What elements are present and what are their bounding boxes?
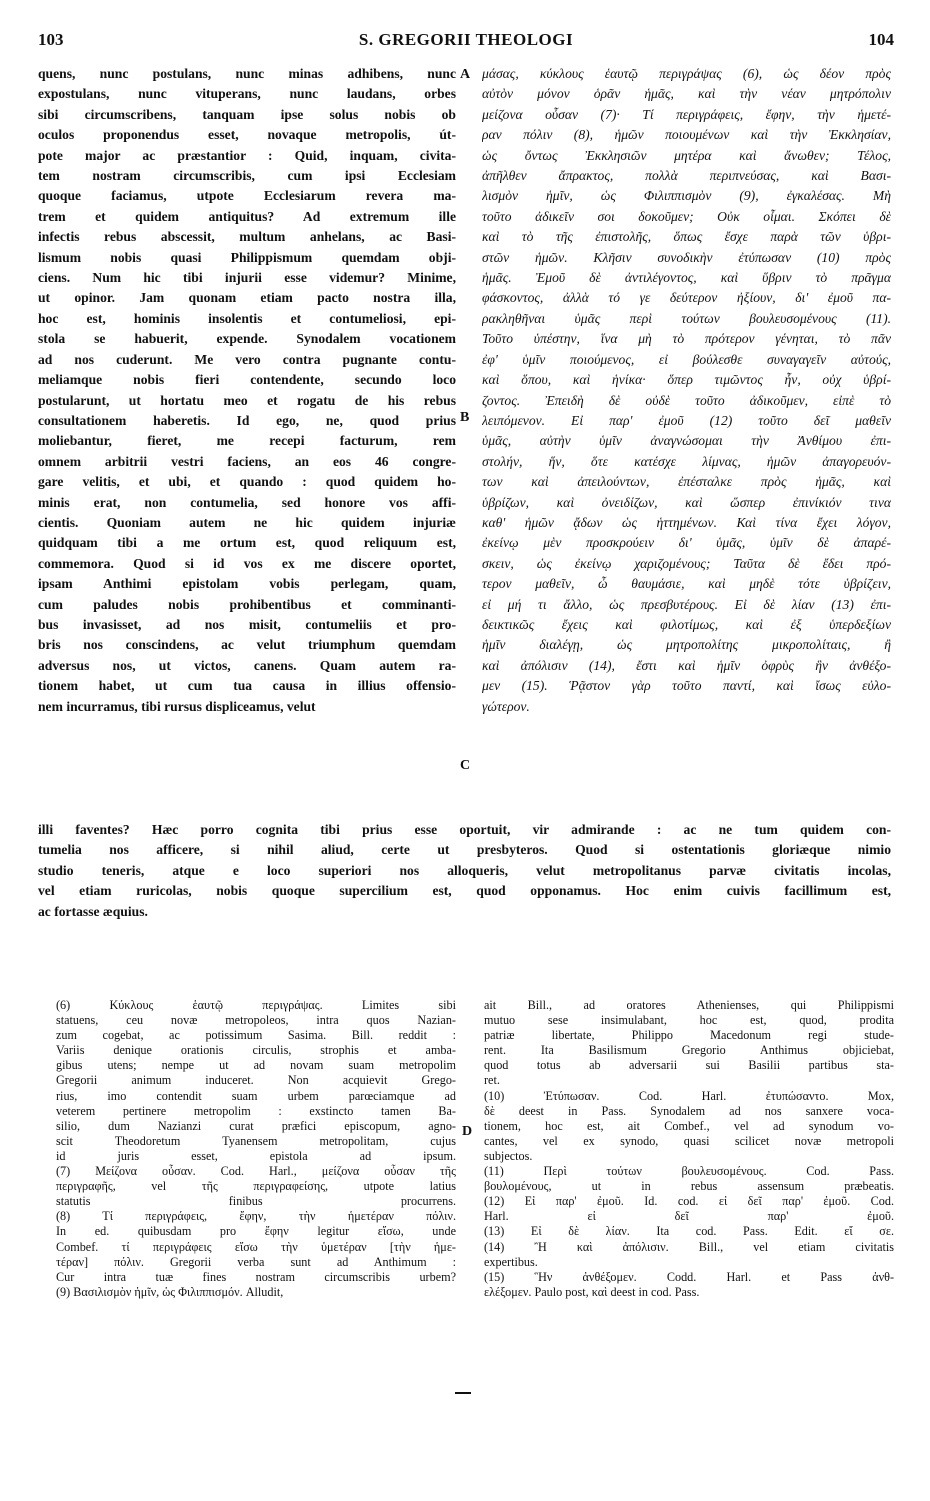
page-number-left: 103 — [38, 30, 64, 49]
greek-text-line: στῶν ἡμῶν. Κλῆσιν συνοδικὴν ἐτύπωσαν (10) πρὸς — [482, 249, 891, 265]
bottom-dash — [455, 1392, 471, 1394]
footnote-line: βουλομένους, ut in rebus assensum præbeatis. — [484, 1179, 894, 1194]
footnotes-left — [56, 998, 456, 1300]
text-line: vel etiam ruricolas, nobis quoque supercilium est, quod opponamus. Hoc enim cuivis facillimum est, — [38, 883, 891, 899]
latin-text-line: minis erat, non contumelia, sed honore vos affi- — [38, 494, 456, 510]
footnote-line: ait Bill., ad oratores Athenienses, qui Philippismi — [484, 998, 894, 1012]
footnotes-right — [484, 998, 894, 1300]
greek-text-line: καθ' ἡμῶν ᾄδων ὡς ἡττημένων. Καὶ τίνα ἔχει λόγον, — [482, 514, 891, 530]
greek-text-line: γώτερον. — [482, 698, 530, 714]
latin-text-line: moliebantur, fieret, me recepi facturum, rem — [38, 433, 456, 449]
latin-text-line: cum paludes nobis prohibentibus et comminanti- — [38, 596, 456, 612]
greek-text-line: ἡμῖν διαλέγῃ, ὡς μητροπολίτης μικροπολίταις, ἢ — [482, 637, 891, 653]
greek-text-line: καὶ ἀπόλισιν (14), ἔστι καὶ ἡμῖν ὀφρὺς ἣν ἀνθέξο- — [482, 657, 891, 673]
greek-text-line: μάσας, κύκλους ἑαυτῷ περιγράψας (6), ὡς δέον πρὸς — [482, 66, 891, 81]
greek-text-line: σκειν, ὡς ἐκείνῳ χαριζομένους; Ταῦτα δὲ ἔδει πρό- — [482, 555, 891, 571]
footnote-line: mutuo sese insimulabant, hoc est, quod, prodita — [484, 1013, 894, 1028]
greek-text-line: μεν (15). Ῥᾷστον γὰρ τοῦτο παντί, καὶ ἴσως εὐλο- — [482, 678, 891, 694]
greek-text-line: ἐκείνῳ μὲν προσκρούειν δι' ὑμᾶς, ὑμῖν δὲ ἀπαρέ- — [482, 535, 891, 551]
latin-text-line: sibi circumscribens, tanquam ipse solus nobis ob — [38, 106, 456, 122]
footnote-line: Harl. εἰ δεῖ παρ' ἐμοῦ. — [484, 1209, 894, 1224]
footnote-line: subjectos. — [484, 1148, 533, 1163]
footnote-line: patriæ libertate, Philippo Macedonum regi stude- — [484, 1028, 894, 1043]
greek-text-line: τερον μαθεῖν, ὦ θαυμάσιε, καὶ μηδὲ τότε ὑβρίζειν, — [482, 576, 891, 592]
latin-text-line: commemora. Quod si id vos ex me discere oportet, — [38, 555, 456, 571]
footnote-line: ελέξομεν. Paulo post, καὶ deest in cod. Pass. — [484, 1284, 700, 1299]
footnote-line: τέραν] πόλιν. Gregorii verba sunt ad Anthimum : — [56, 1254, 456, 1269]
footnote-line: rius, imo contendit suam urbem parœciamque ad — [56, 1088, 456, 1103]
footnote-line: silio, dum Nazianzi curat præfici episcopum, agno- — [56, 1118, 456, 1133]
text-line: studio teneris, atque e loco superiori nos alloqueris, velut metropolitanus parvæ civitatis incolas, — [38, 862, 891, 878]
margin-letter-d: D — [462, 1124, 473, 1139]
footnote-line: (9) Βασιλισμὸν ἡμῖν, ὡς Φιλιππισμόν. Alludit, — [56, 1284, 284, 1299]
latin-text-line: gare velitis, et ubi, et quando : quod quidem ho- — [38, 474, 456, 490]
footnote-line: veterem pertinere metropolim : exstincto tamen Ba- — [56, 1103, 456, 1118]
footnote-line: statutis finibus procurrens. — [56, 1194, 456, 1209]
latin-text-line: trem et quidem antiquitus? Ad extremum ille — [38, 208, 456, 224]
footnote-line: id juris esset, epistola ad ipsum. — [56, 1148, 456, 1163]
footnote-line: Combef. τί περιγράφεις εἴσω τὴν ὑμετέραν [τὴν ἡμε- — [56, 1239, 456, 1254]
greek-text-line: ἀπῆλθεν ἄπρακτος, πολλὰ περιπνεύσας, καὶ Βασι- — [482, 168, 891, 184]
footnote-line: scit Theodoretum Tyanensem metropolitam, cujus — [56, 1133, 456, 1148]
footnote-line: (6) Κύκλους ἑαυτῷ περιγράψας. Limites sibi — [56, 998, 456, 1012]
greek-text-line: αὐτὸν μόνον ὁρᾶν ἡμᾶς, καὶ τὴν νέαν μητρόπολιν — [482, 86, 891, 102]
latin-text-line: ipsam Anthimi epistolam vobis perlegam, quam, — [38, 576, 456, 592]
full-width-paragraph — [38, 820, 891, 922]
latin-text-line: infectis rebus abscessit, multum anhelans, ac Basi- — [38, 229, 456, 245]
footnote-line: (11) Περὶ τούτων βουλευσομένους. Cod. Pass. — [484, 1164, 894, 1179]
footnote-line: (14) Ἢ καὶ ἀπόλισιν. Bill., vel etiam civitatis — [484, 1239, 894, 1254]
footnote-line: Variis denique orationis circulis, strophis et amba- — [56, 1043, 456, 1058]
footnote-line: (12) Εἰ παρ' ἐμοῦ. Id. cod. εἰ δεῖ παρ' ἐμοῦ. Cod. — [484, 1194, 894, 1209]
latin-column — [38, 64, 456, 717]
latin-text-line: bris nos conscindens, ac velut triumphum quemdam — [38, 637, 456, 653]
latin-text-line: pote major ac præstantior : Quid, inquam, civita- — [38, 147, 456, 163]
greek-text-line: εἰ μή τι ἄλλο, ὡς πρεσβυτέρους. Εἰ δὲ λίαν (13) ἐπι- — [482, 596, 891, 612]
latin-text-line: adversus nos, ut victos, canens. Quam autem ra- — [38, 657, 456, 673]
footnote-line: cantes, vel ex synodo, quasi scilicet novæ metropoli — [484, 1133, 894, 1148]
footnote-line: Gregorii animum induceret. Non acquievit Grego- — [56, 1073, 456, 1088]
footnote-line: rent. Ita Basilismum Gregorio Anthimus objiciebat, — [484, 1043, 894, 1058]
greek-text-line: λειπόμενον. Εἰ παρ' ἐμοῦ (12) τοῦτο δεῖ μαθεῖν — [482, 412, 891, 428]
greek-text-line: ὑμᾶς, αὐτὴν ὑμῖν ἀναγνώσομαι τὴν Ἀνθίμου ἐπι- — [482, 433, 891, 449]
latin-text-line: quens, nunc postulans, nunc minas adhibens, nunc — [38, 66, 456, 81]
running-header — [38, 30, 894, 56]
latin-text-line: quoque faciamus, utpote Ecclesiarum revera ma- — [38, 188, 456, 204]
greek-text-line: τοῦτο ἀδικεῖν σοι δοκοῦμεν; Οὐκ οἶμαι. Σκόπει δὲ — [482, 208, 891, 224]
latin-text-line: nem incurramus, tibi rursus displiceamus, velut — [38, 698, 316, 714]
footnote-line: zum cogebat, ac potissimum Sasima. Bill. reddit : — [56, 1028, 456, 1043]
margin-letter-a: A — [460, 67, 471, 82]
greek-text-line: των καὶ ἀπειλούντων, ἐπέσταλκε πρὸς ἡμᾶς, καὶ — [482, 474, 891, 490]
footnote-line: Cur intra tuæ fines nostram circumscribis urbem? — [56, 1269, 456, 1284]
footnote-line: (8) Τί περιγράφεις, ἔφην, τὴν ἡμετέραν πόλιν. — [56, 1209, 456, 1224]
footnote-line: περιγραφῆς, vel τῆς περιγραφείσης, utpote latius — [56, 1179, 456, 1194]
latin-text-line: bus invasisset, ad nos misit, contumeliis et pro- — [38, 616, 456, 632]
footnote-line: ret. — [484, 1073, 500, 1088]
latin-text-line: consultationem haberetis. Id ego, ne, quod prius — [38, 412, 456, 428]
greek-text-line: ρακληθῆναι ὑμᾶς περὶ τούτων βουλευσομένους (11). — [482, 310, 891, 326]
latin-text-line: expostulans, nunc vituperans, nunc laudans, orbes — [38, 86, 456, 102]
greek-text-line: ζοντος. Ἐπειδὴ δὲ οὐδὲ τοῦτο ἀδικοῦμεν, εἰπὲ τὸ — [482, 392, 891, 408]
greek-text-line: ἡμᾶς. Ἐμοῦ δὲ ἀντιλέγοντος, καὶ ὕβριν τὸ πρᾶγμα — [482, 270, 891, 286]
greek-text-line: καὶ τὸ τῆς ἐπιστολῆς, ὅπως ἔσχε παρὰ τῶν ὑβρι- — [482, 229, 891, 245]
latin-text-line: oculos proponendus esset, novaque metropolis, út- — [38, 127, 456, 143]
latin-text-line: postularunt, ut hortatu meo et rogatu de his rebus — [38, 392, 456, 408]
page-number-right: 104 — [868, 30, 894, 49]
footnote-line: (15) Ἣν ἀνθέξομεν. Codd. Harl. et Pass ἀνθ- — [484, 1269, 894, 1284]
greek-text-line: ὑβρίζων, καὶ ὀνειδίζων, καὶ ὥσπερ ἐπινίκιόν τινα — [482, 494, 891, 510]
footnote-line: tionem, hoc est, ait Combef., vel ad synodum vo- — [484, 1118, 894, 1133]
greek-text-line: καὶ ὅπου, καὶ ἡνίκα· ὅπερ τιμῶντος ἦν, οὐχ ὑβρί- — [482, 372, 891, 388]
latin-text-line: omnem arbitrii vestri faciens, an eos 46 congre- — [38, 453, 456, 469]
latin-text-line: ciens. Num hic tibi injurii esse videmur? Minime, — [38, 270, 456, 286]
greek-text-line: στολήν, ἥν, ὅτε κατέσχε λίμνας, ἡμῶν ἀπαγορευόν- — [482, 453, 891, 469]
text-line: tumelia nos afficere, si nihil aliud, certe ut presbyteros. Quod si ostentationis gloriæque nimio — [38, 842, 891, 858]
footnote-line: gibus utens; nempe ut ad novam suam metropolim — [56, 1058, 456, 1073]
greek-column — [482, 64, 891, 717]
greek-text-line: ραν πόλιν (8), ἡμῶν ποιουμένων καὶ τὴν Ἐκκλησίαν, — [482, 127, 891, 143]
latin-text-line: tem nostram circumscribis, cum ipsi Ecclesiam — [38, 168, 456, 184]
latin-text-line: meliamque nobis fieri contendente, secundo loco — [38, 372, 456, 388]
footnote-line: δὲ deest in Pass. Synodalem ad nos sanxere voca- — [484, 1103, 894, 1118]
greek-text-line: ὡς ὄντως Ἐκκλησιῶν μητέρα καὶ ἄνωθεν; Τέλος, — [482, 147, 891, 163]
margin-letter-b: B — [460, 410, 470, 425]
latin-text-line: stola se habuerit, expende. Synodalem vocationem — [38, 331, 456, 347]
footnote-line: expertibus. — [484, 1254, 538, 1269]
text-line: ac fortasse æquius. — [38, 903, 148, 919]
latin-text-line: hoc est, hominis insolentis et contumeliosi, epi- — [38, 310, 456, 326]
footnote-line: In ed. quibusdam pro ἔφην legitur εἴσω, unde — [56, 1224, 456, 1239]
footnote-line: (7) Μείζονα οὖσαν. Cod. Harl., μείζονα οὖσαν τῆς — [56, 1164, 456, 1179]
latin-text-line: lismum nobis quasi Philippismum quemdam obji- — [38, 249, 456, 265]
greek-text-line: φάσκοντος, ἀλλὰ τό γε δεύτερον ἠξίουν, δι' ἐμοῦ πα- — [482, 290, 891, 306]
running-title: S. GREGORII THEOLOGI — [358, 30, 574, 49]
footnote-line: (13) Εἰ δὲ λίαν. Ita cod. Pass. Edit. εἴ σε. — [484, 1224, 894, 1239]
footnote-line: (10) Ἐτύπωσαν. Cod. Harl. ἐτυπώσαντο. Mox, — [484, 1088, 894, 1103]
greek-text-line: Τοῦτο ὑπέστην, ἵνα μὴ τὸ πρότερον γένηται, τὸ πᾶν — [482, 331, 891, 347]
greek-text-line: λισμὸν ἡμῖν, ὡς Φιλιππισμὸν (9), ἐγκαλέσας. Μὴ — [482, 188, 891, 204]
latin-text-line: ut opinor. Jam quonam etiam pacto nostra illa, — [38, 290, 456, 306]
latin-text-line: ad nos cuderunt. Me vero contra pugnante contu- — [38, 351, 456, 367]
latin-text-line: quidquam tibi a me ortum est, quod reliquum est, — [38, 535, 456, 551]
latin-text-line: tionem habet, ut cum tua causa in illius offensio- — [38, 678, 456, 694]
margin-letter-c: C — [460, 758, 471, 773]
text-line: illi faventes? Hæc porro cognita tibi prius esse oportuit, vir admirande : ac ne tum quidem con- — [38, 822, 891, 837]
footnote-line: quod totus ab adversarii sui Basilii partibus sta- — [484, 1058, 894, 1073]
greek-text-line: ἐφ' ὑμῖν ποιούμενος, εἰ βούλεσθε συναγαγεῖν αὐτούς, — [482, 351, 891, 367]
footnote-line: statuens, ceu novæ metropoleos, intra quos Nazian- — [56, 1013, 456, 1028]
greek-text-line: δεικτικῶς ἔχεις καὶ φιλοτίμως, καὶ ἐξ ὑπερδεξίων — [482, 616, 891, 632]
greek-text-line: μείζονα οὖσαν (7)· Τί περιγράφεις, ἔφην, τὴν ἡμετέ- — [482, 106, 891, 122]
latin-text-line: cientis. Quoniam autem ne hic quidem injuriæ — [38, 514, 456, 530]
